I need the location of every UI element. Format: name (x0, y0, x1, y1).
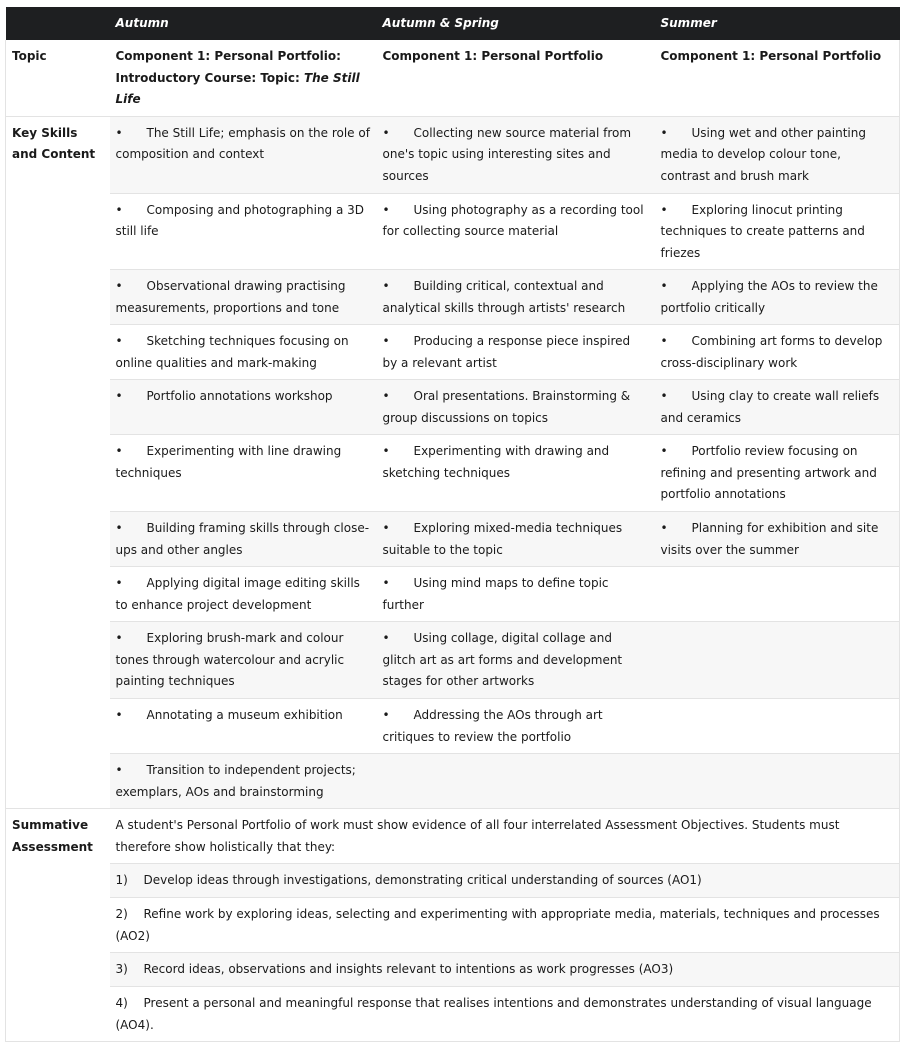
skills-row (6, 270, 900, 325)
topic-autumn-italic: The Still Life (115, 70, 360, 106)
skills-cell (655, 699, 900, 754)
skills-cell-text: Addressing the AOs through art critiques to review the portfolio (382, 708, 603, 744)
objective-number: 2) (115, 907, 128, 921)
bullet-glyph: • (660, 521, 668, 535)
skills-cell (377, 435, 655, 512)
header-row (6, 7, 900, 40)
skills-cell (655, 622, 900, 699)
skills-cell-text: Composing and photographing a 3D still life (115, 202, 365, 238)
objective-text: Develop ideas through investigations, demonstrating critical understanding of sources (AO1) (143, 873, 702, 887)
summative-intro: A student's Personal Portfolio of work must show evidence of all four interrelated Assessment Objectives. Students must therefore show holistically that they: (110, 809, 900, 864)
bullet-glyph: • (115, 279, 123, 293)
skills-cell-text: Using mind maps to define topic further (382, 576, 609, 612)
bullet-glyph: • (115, 125, 123, 140)
skills-cell (377, 754, 655, 809)
objective-number: 3) (115, 962, 128, 976)
skills-cell (110, 325, 377, 380)
skills-cell-text: Exploring linocut printing techniques to create patterns and friezes (660, 202, 865, 260)
skills-cell-text: Combining art forms to develop cross-disciplinary work (660, 334, 883, 370)
curriculum-table (5, 7, 900, 1042)
topic-autumn-spring: Component 1: Personal Portfolio (377, 40, 655, 116)
bullet-glyph: • (115, 576, 123, 590)
skills-cell (377, 512, 655, 567)
skills-cell (655, 512, 900, 567)
assessment-objective-row (6, 987, 900, 1042)
skills-cell (655, 754, 900, 809)
skills-cell (377, 325, 655, 380)
bullet-glyph: • (660, 125, 668, 140)
bullet-glyph: • (382, 334, 390, 348)
skills-cell (655, 435, 900, 512)
skills-cell (377, 622, 655, 699)
bullet-glyph: • (660, 389, 668, 403)
skills-cell (377, 380, 655, 435)
objective-text: Refine work by exploring ideas, selecting and experimenting with appropriate media, materials, techniques and processes (AO2) (115, 907, 880, 943)
bullet-glyph: • (382, 708, 390, 722)
skills-cell (377, 193, 655, 270)
summative-intro-row (6, 809, 900, 864)
skills-cell (110, 193, 377, 270)
skills-cell-text: Building framing skills through close-ups and other angles (115, 521, 370, 557)
bullet-glyph: • (115, 631, 123, 645)
skills-cell-text: Observational drawing practising measurements, proportions and tone (115, 279, 346, 315)
bullet-glyph: • (382, 631, 390, 645)
summative-label: Summative Assessment (6, 809, 110, 1042)
assessment-objective (110, 987, 900, 1042)
assessment-objective-row (6, 953, 900, 987)
skills-cell (655, 193, 900, 270)
skills-cell-text: Experimenting with line drawing techniques (115, 444, 342, 480)
skills-cell-text: Using collage, digital collage and glitch art as art forms and development stages for other artworks (382, 631, 623, 688)
skills-cell-text: Using clay to create wall reliefs and ceramics (660, 389, 880, 425)
bullet-glyph: • (382, 521, 390, 535)
skills-cell (377, 270, 655, 325)
skills-cell (655, 380, 900, 435)
header-summer: Summer (655, 7, 900, 40)
skills-row (6, 435, 900, 512)
skills-cell (110, 622, 377, 699)
skills-cell-text: Portfolio annotations workshop (146, 389, 333, 403)
bullet-glyph: • (382, 389, 390, 403)
bullet-glyph: • (382, 444, 390, 458)
skills-cell-text: Producing a response piece inspired by a relevant artist (382, 334, 631, 370)
skills-cell (110, 116, 377, 193)
skills-row (6, 699, 900, 754)
skills-cell-text: Transition to independent projects; exemplars, AOs and brainstorming (115, 763, 356, 799)
skills-row (6, 325, 900, 380)
bullet-glyph: • (115, 389, 123, 403)
skills-cell-text: Using photography as a recording tool for collecting source material (382, 202, 644, 238)
header-blank (6, 7, 110, 40)
skills-cell (110, 699, 377, 754)
skills-row (6, 567, 900, 622)
bullet-glyph: • (115, 202, 123, 217)
bullet-glyph: • (115, 763, 123, 777)
bullet-glyph: • (382, 576, 390, 590)
skills-cell (110, 270, 377, 325)
skills-cell (655, 567, 900, 622)
assessment-objective-row (6, 864, 900, 898)
bullet-glyph: • (115, 334, 123, 348)
skills-cell-text: Using wet and other painting media to develop colour tone, contrast and brush mark (660, 125, 866, 183)
bullet-glyph: • (382, 279, 390, 293)
skills-cell (377, 567, 655, 622)
bullet-glyph: • (660, 279, 668, 293)
skills-cell (377, 116, 655, 193)
skills-cell-text: Experimenting with drawing and sketching techniques (382, 444, 610, 480)
skills-cell-text: Collecting new source material from one's topic using interesting sites and sources (382, 125, 632, 183)
skills-cell (377, 699, 655, 754)
assessment-objective (110, 898, 900, 953)
skills-row (6, 512, 900, 567)
skills-label: Key Skills and Content (6, 116, 110, 809)
topic-label: Topic (6, 40, 110, 116)
topic-summer: Component 1: Personal Portfolio (655, 40, 900, 116)
skills-cell-text: Exploring mixed-media techniques suitable to the topic (382, 521, 623, 557)
skills-cell (110, 512, 377, 567)
skills-cell-text: Sketching techniques focusing on online qualities and mark-making (115, 334, 349, 370)
skills-cell-text: Applying the AOs to review the portfolio critically (660, 279, 878, 315)
skills-cell-text: The Still Life; emphasis on the role of composition and context (115, 125, 370, 161)
skills-cell (655, 116, 900, 193)
bullet-glyph: • (660, 444, 668, 458)
skills-row (6, 754, 900, 809)
objective-text: Present a personal and meaningful response that realises intentions and demonstrates understanding of visual language (AO4). (115, 996, 872, 1032)
skills-cell-text: Building critical, contextual and analytical skills through artists' research (382, 279, 626, 315)
topic-autumn-prefix: Component 1: Personal Portfolio: Introductory Course: Topic: (115, 49, 341, 85)
assessment-objective (110, 953, 900, 987)
objective-number: 1) (115, 873, 128, 887)
skills-row (6, 116, 900, 193)
bullet-glyph: • (115, 521, 123, 535)
skills-cell-text: Planning for exhibition and site visits over the summer (660, 521, 879, 557)
objective-text: Record ideas, observations and insights relevant to intentions as work progresses (AO3) (143, 962, 674, 976)
skills-cell (110, 567, 377, 622)
skills-cell-text: Exploring brush-mark and colour tones through watercolour and acrylic painting techniques (115, 631, 345, 688)
skills-cell (655, 270, 900, 325)
skills-row (6, 622, 900, 699)
skills-cell-text: Applying digital image editing skills to enhance project development (115, 576, 360, 612)
skills-cell (110, 754, 377, 809)
skills-cell (110, 380, 377, 435)
bullet-glyph: • (660, 334, 668, 348)
topic-autumn (110, 40, 377, 116)
skills-cell-text: Oral presentations. Brainstorming & group discussions on topics (382, 389, 631, 425)
skills-cell-text: Portfolio review focusing on refining and presenting artwork and portfolio annotations (660, 444, 877, 501)
assessment-objective (110, 864, 900, 898)
bullet-glyph: • (115, 444, 123, 458)
skills-cell (110, 435, 377, 512)
skills-cell (655, 325, 900, 380)
header-autumn: Autumn (110, 7, 377, 40)
topic-row (6, 40, 900, 116)
bullet-glyph: • (382, 125, 390, 140)
skills-cell-text: Annotating a museum exhibition (146, 708, 343, 722)
assessment-objective-row (6, 898, 900, 953)
skills-row (6, 193, 900, 270)
bullet-glyph: • (115, 708, 123, 722)
header-autumn-spring: Autumn & Spring (377, 7, 655, 40)
bullet-glyph: • (382, 202, 390, 217)
objective-number: 4) (115, 996, 128, 1010)
bullet-glyph: • (660, 202, 668, 217)
skills-row (6, 380, 900, 435)
